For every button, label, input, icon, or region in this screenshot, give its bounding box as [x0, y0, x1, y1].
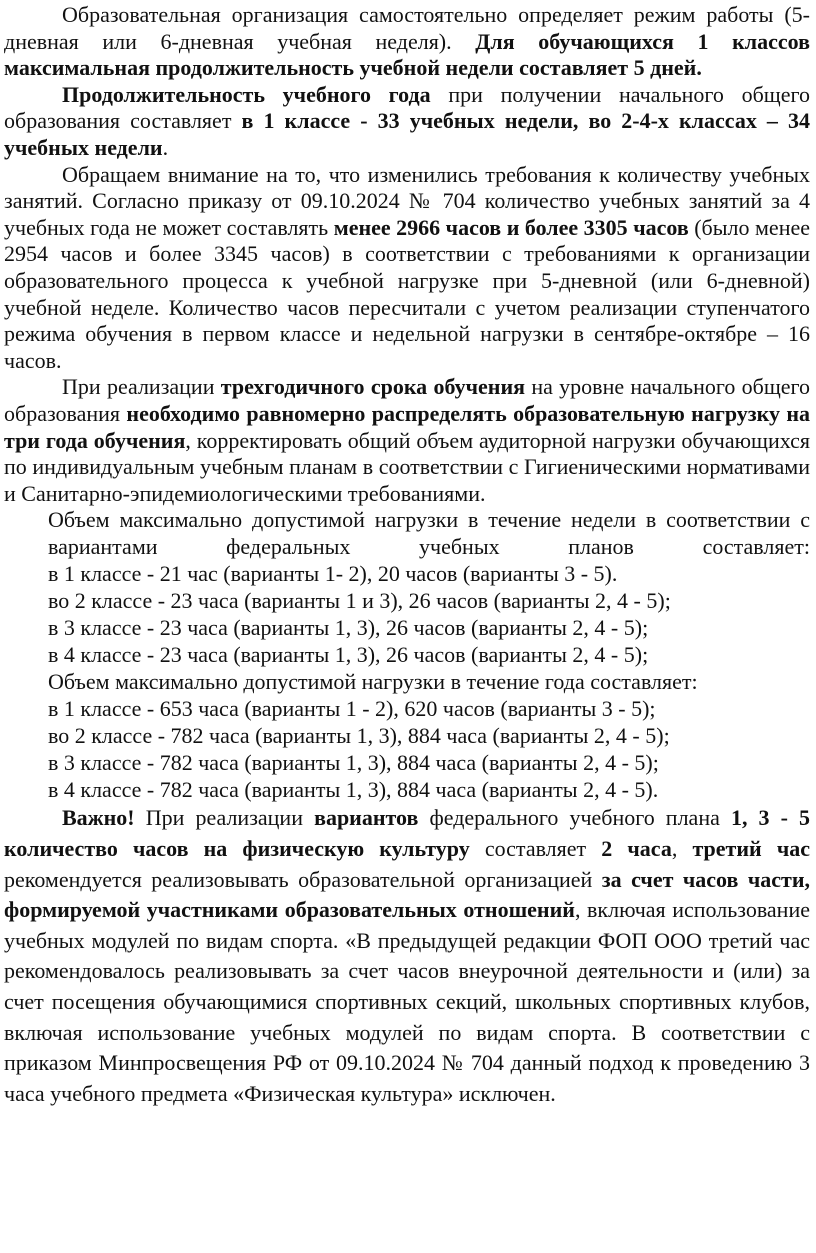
bold-text: 1, 3 - 5 количество часов на физическую культуру [4, 805, 810, 862]
list-item: в 3 классе - 23 часа (варианты 1, 3), 26 часов (варианты 2, 4 - 5); [48, 615, 649, 641]
text-span: Образовательная организация самостоятельно определяет режим работы (5-дневная или 6-дневная учебная неделя). [4, 2, 810, 54]
text-span: рекомендуется реализовывать образовательной организацией [4, 866, 602, 892]
text-span: (было менее 2954 часов и более 3345 часов) в соответствии с требованиями к организации образовательного процесса к учебной нагрузке при 5-дневной (или 6-дневной) учебной неделе. Количество часов пересчитали с учетом реализации ступенчатого режима обучения в первом классе и недельной нагрузки в сентябре-октябре – 16 часов. [4, 214, 810, 373]
bold-text: необходимо равномерно распределять образовательную нагрузку на три года обучения [4, 400, 810, 453]
text-span: Обращаем внимание на то, что изменились требования к количеству учебных занятий. Согласно приказу от 09.10.2024 № 704 количество учебных занятий за 4 учебных года не может составлять [4, 161, 810, 240]
text-span: Объем максимально допустимой нагрузки в течение недели в соответствии с вариантами федеральных учебных планов составляет: [48, 507, 810, 559]
paragraph-year-duration [4, 82, 810, 162]
bold-text: третий час [692, 836, 810, 862]
text-span: составляет [469, 836, 602, 862]
list-item: во 2 классе - 23 часа (варианты 1 и 3), 26 часов (варианты 2, 4 - 5); [48, 588, 671, 614]
text-span: , включая использование учебных модулей по видам спорта. «В предыдущей редакции ФОП ООО третий час рекомендовалось реализовывать за счет часов внеурочной деятельности и (или) за счет посещения обучающимися спортивных секций, школьных спортивных клубов, включая использование учебных модулей по видам спорта. В соответствии с приказом Минпросвещения РФ от 09.10.2024 № 704 данный подход к проведению 3 часа учебного предмета «Физическая культура» исключен. [4, 897, 810, 1106]
paragraph-physical-education [4, 803, 810, 1109]
paragraph-three-year-term [4, 374, 810, 507]
yearly-load-heading: Объем максимально допустимой нагрузки в течение года составляет: [48, 669, 698, 695]
bold-text: Продолжительность учебного года [62, 81, 431, 107]
bold-text: 2 часа [601, 836, 672, 862]
text-span: федерального учебного плана [418, 805, 731, 831]
list-item: в 4 классе - 782 часа (варианты 1, 3), 884 часа (варианты 2, 4 - 5). [48, 777, 659, 803]
text-span: при получении начального общего образования составляет [4, 81, 810, 134]
list-item: в 1 классе - 653 часа (варианты 1 - 2), 620 часов (варианты 3 - 5); [48, 696, 656, 722]
paragraph-work-mode [4, 2, 810, 82]
list-item: во 2 классе - 782 часа (варианты 1, 3), 884 часа (варианты 2, 4 - 5); [48, 723, 670, 749]
text-span: При реализации [62, 374, 221, 400]
bold-text: за счет часов части, формируемой участниками образовательных отношений [4, 866, 810, 923]
paragraph-lesson-count [4, 162, 810, 375]
text-span: . [162, 134, 169, 160]
list-item: в 4 классе - 23 часа (варианты 1, 3), 26 часов (варианты 2, 4 - 5); [48, 642, 649, 668]
list-item: в 3 классе - 782 часа (варианты 1, 3), 884 часа (варианты 2, 4 - 5); [48, 750, 659, 776]
text-span: , корректировать общий объем аудиторной нагрузки обучающихся по индивидуальным учебным планам в соответствии с Гигиеническими нормативами и Санитарно-эпидемиологическими требованиями. [4, 427, 810, 506]
paragraph-weekly-load-intro [4, 507, 810, 560]
bold-text: Для обучающихся 1 классов максимальная продолжительность учебной недели составляет 5 дней. [4, 28, 810, 81]
text-span: , [671, 836, 693, 862]
list-item: в 1 классе - 21 час (варианты 1- 2), 20 часов (варианты 3 - 5). [48, 561, 618, 587]
bold-text: менее 2966 часов и более 3305 часов [333, 214, 689, 240]
text-span: При реализации [134, 805, 315, 831]
bold-text: Важно! [62, 805, 135, 831]
text-span: на уровне начального общего образования [4, 374, 810, 426]
bold-text: трехгодичного срока обучения [220, 374, 526, 400]
bold-text: вариантов [314, 805, 419, 831]
weekly-load-list [4, 560, 810, 803]
bold-text: в 1 классе - 33 учебных недели, во 2-4-х классах – 34 учебных недели [4, 108, 810, 160]
